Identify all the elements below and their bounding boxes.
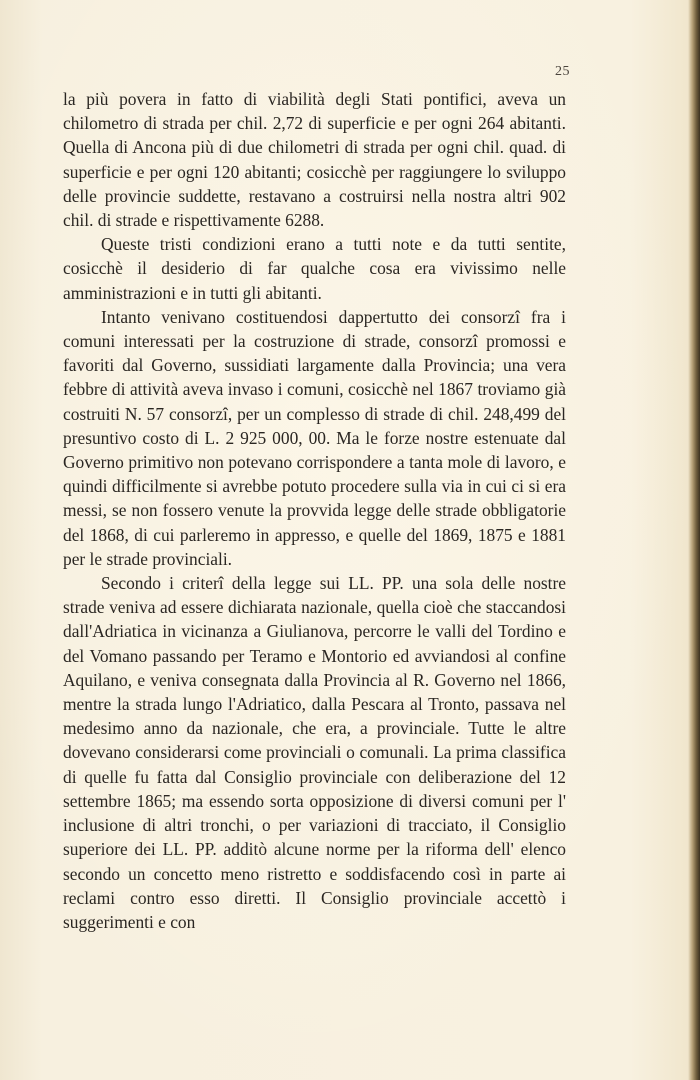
body-text xyxy=(63,87,566,934)
page-edge-shadow xyxy=(688,0,700,1080)
paragraph-4: Secondo i criterî della legge sui LL. PP. una sola delle nostre strade veniva ad essere dichiarata nazionale, quella cioè che staccandosi dall'Adriatica in vicinanza a Giulianova, percorre le valli del Tordino e del Vomano passando per Teramo e Montorio ed avviandosi al confine Aquilano, e veniva consegnata dalla Provincia al R. Governo nel 1866, mentre la strada lungo l'Adriatico, dalla Pescara al Tronto, passava nel medesimo anno da nazionale, che era, a provinciale. Tutte le altre dovevano considerarsi come provinciali o comunali. La prima classifica di quelle fu fatta dal Consiglio provinciale con deliberazione del 12 settembre 1865; ma essendo sorta opposizione di diversi comuni per l' inclusione di altri tronchi, o per variazioni di tracciato, il Consiglio superiore dei LL. PP. additò alcune norme per la riforma dell' elenco secondo un concetto meno ristretto e soddisfacendo così in parte ai reclami contro esso diretti. Il Consiglio provinciale accettò i suggerimenti e con xyxy=(63,573,566,932)
page-number: 25 xyxy=(555,64,570,79)
paragraph-3: Intanto venivano costituendosi dappertutto dei consorzî fra i comuni interessati per la costruzione di strade, consorzî promossi e favoriti dal Governo, sussidiati largamente dalla Provincia; una vera febbre di attività aveva invaso i comuni, cosicchè nel 1867 troviamo già costruiti N. 57 consorzî, per un complesso di strade di chil. 248,499 del presuntivo costo di L. 2 925 000, 00. Ma le forze nostre estenuate dal Governo primitivo non potevano corrispondere a tanta mole di lavoro, e quindi difficilmente si avrebbe potuto procedere sulla via in cui ci si era messi, se non fossero venute la provvida legge delle strade obbligatorie del 1868, di cui parleremo in appresso, e quelle del 1869, 1875 e 1881 per le strade provinciali. xyxy=(63,306,566,569)
paragraph-2: Queste tristi condizioni erano a tutti note e da tutti sentite, cosicchè il desiderio di far qualche cosa era vivissimo nelle amministrazioni e in tutti gli abitanti. xyxy=(63,234,566,303)
paragraph-1: la più povera in fatto di viabilità degli Stati pontifici, aveva un chilometro di strada per chil. 2,72 di superficie e per ogni 264 abitanti. Quella di Ancona più di due chilometri di strada per ogni chil. quad. di superficie e per ogni 120 abitanti; cosicchè per raggiungere lo sviluppo delle provincie suddette, restavano a costruirsi nella nostra altri 902 chil. di strade e rispettivamente 6288. xyxy=(63,89,566,231)
